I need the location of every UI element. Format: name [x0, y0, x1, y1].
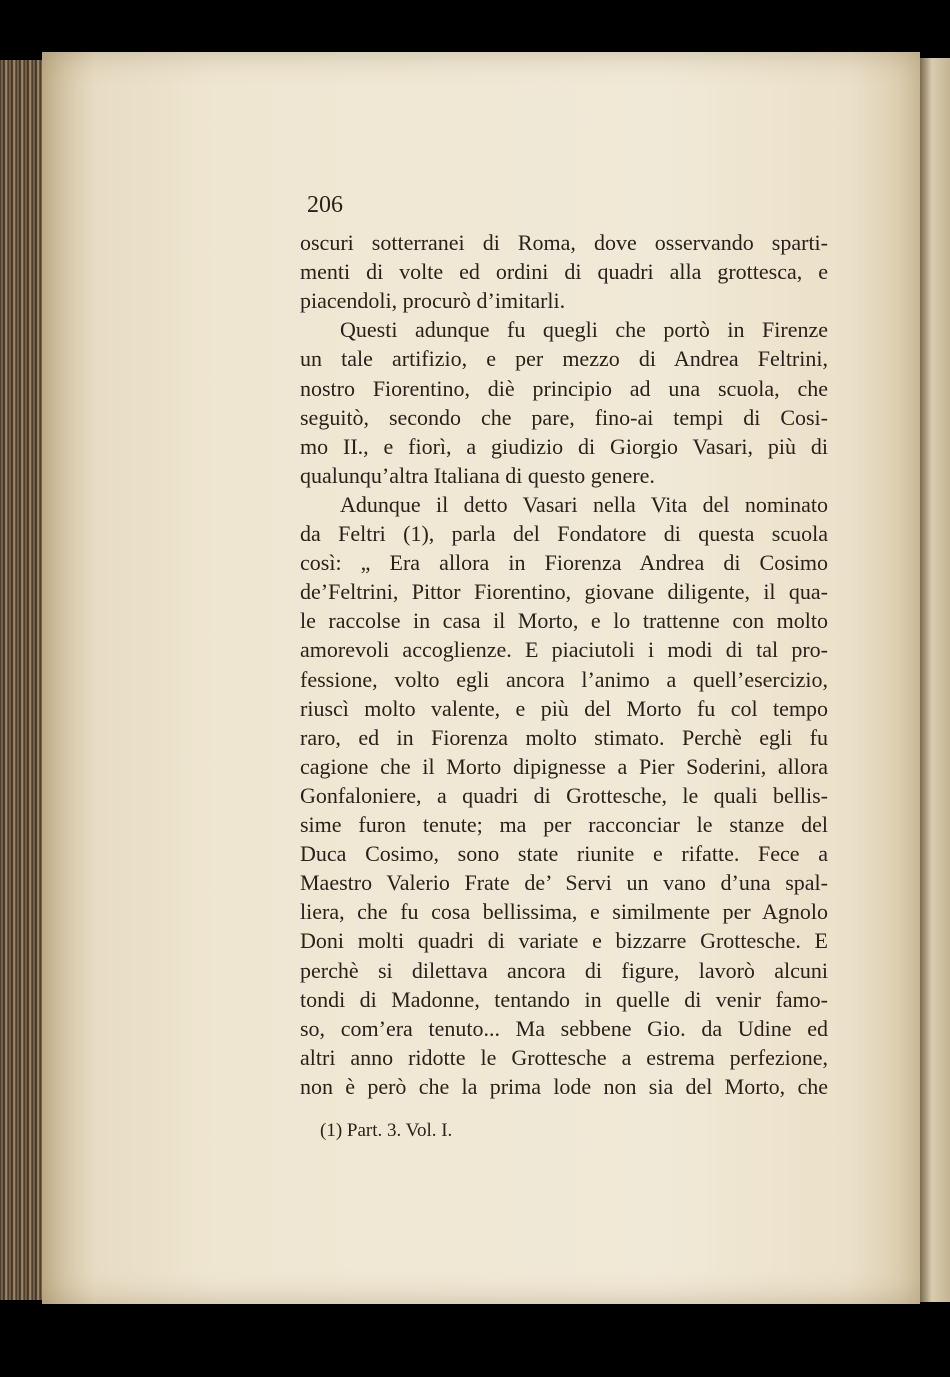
text-line: piacendoli, procurò d’imitarli. — [300, 288, 566, 314]
text-line: amorevoli accoglienze. E piaciutoli i modi di tal pro- — [300, 637, 828, 663]
text-line: fessione, volto egli ancora l’animo a quell’esercizio, — [300, 666, 828, 692]
text-line: Questi adunque fu quegli che portò in Firenze — [340, 317, 828, 343]
text-line: da Feltri (1), parla del Fondatore di questa scuola — [300, 521, 828, 546]
text-line: Doni molti quadri di variate e bizzarre Grottesche. E — [300, 928, 828, 954]
text-line: riuscì molto valente, e più del Morto fu col tempo — [300, 695, 828, 721]
footnote: (1) Part. 3. Vol. I. — [320, 1120, 453, 1141]
text-line: seguitò, secondo che pare, fino-ai tempi di Cosi- — [300, 404, 828, 430]
facing-page-edge — [920, 58, 950, 1302]
text-line: raro, ed in Fiorenza molto stimato. Perchè egli fu — [300, 724, 828, 750]
text-line: un tale artifizio, e per mezzo di Andrea Feltrini, — [300, 346, 828, 372]
text-line: tondi di Madonne, tentando in quelle di venir famo- — [300, 986, 828, 1012]
text-line: mo II., e fiorì, a giudizio di Giorgio Vasari, più di — [300, 433, 828, 459]
text-line: altri anno ridotte le Grottesche a estrema perfezione, — [300, 1044, 828, 1070]
text-line: nostro Fiorentino, diè principio ad una scuola, che — [300, 375, 828, 401]
text-line: Maestro Valerio Frate de’ Servi un vano d’una spal- — [300, 870, 828, 896]
text-line: de’Feltrini, Pittor Fiorentino, giovane diligente, il qua- — [300, 579, 828, 605]
text-line: so, com’era tenuto... Ma sebbene Gio. da Udine ed — [300, 1015, 828, 1041]
text-line: Duca Cosimo, sono state riunite e rifatte. Fece a — [300, 841, 828, 867]
text-line: perchè si dilettava ancora di figure, lavorò alcuni — [300, 957, 828, 983]
text-line: Gonfaloniere, a quadri di Grottesche, le quali bellis- — [300, 782, 828, 808]
text-line: sime furon tenute; ma per racconciar le stanze del — [300, 812, 828, 837]
text-line: qualunqu’altra Italiana di questo genere. — [300, 462, 655, 488]
text-line: Adunque il detto Vasari nella Vita del nominato — [340, 491, 828, 517]
page-number: 206 — [307, 192, 343, 218]
text-line: liera, che fu cosa bellissima, e similmente per Agnolo — [300, 899, 828, 925]
text-line: cagione che il Morto dipignesse a Pier Soderini, allora — [300, 753, 828, 779]
text-line: le raccolse in casa il Morto, e lo trattenne con molto — [300, 608, 828, 634]
text-line: oscuri sotterranei di Roma, dove osservando sparti- — [300, 230, 828, 255]
text-line: non è però che la prima lode non sia del Morto, che — [300, 1073, 828, 1099]
text-line: menti di volte ed ordini di quadri alla grottesca, e — [300, 259, 828, 285]
text-line: così: „ Era allora in Fiorenza Andrea di Cosimo — [300, 550, 828, 576]
